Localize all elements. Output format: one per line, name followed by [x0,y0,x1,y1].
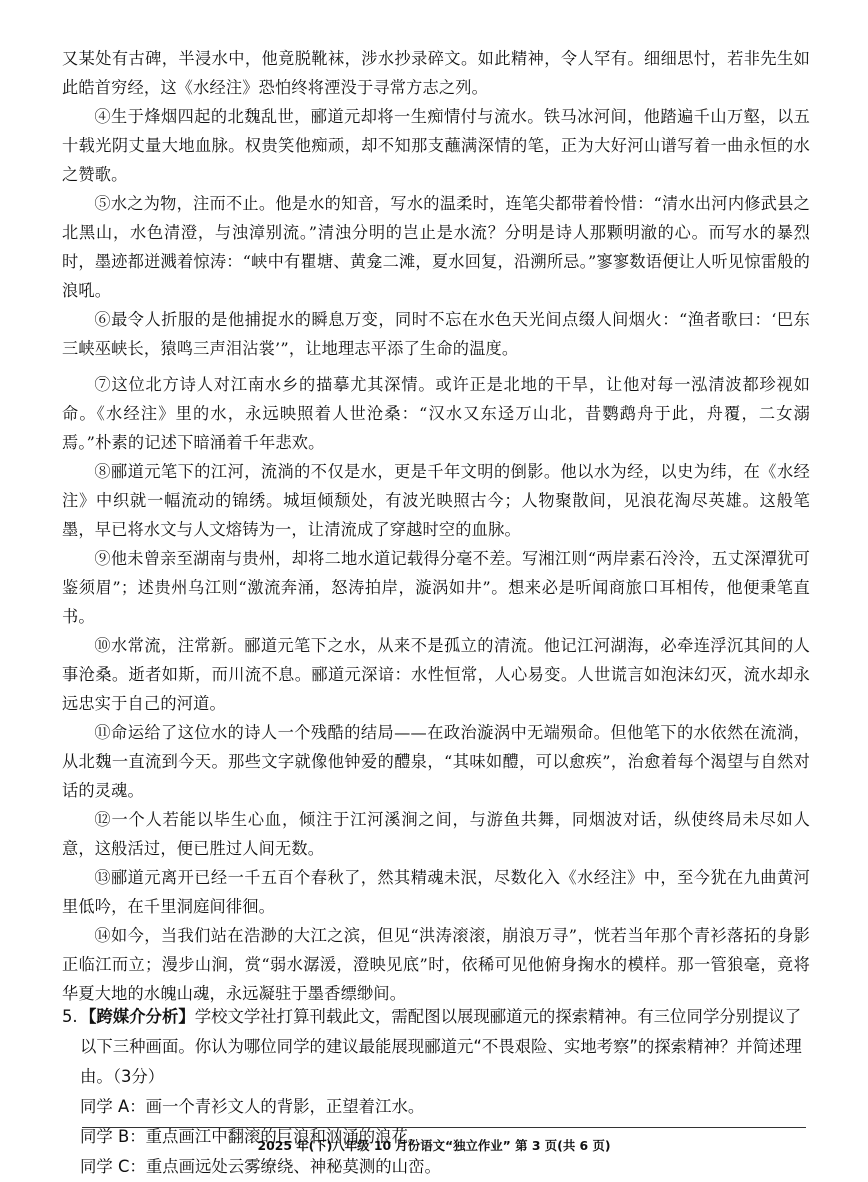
question-stem-block [62,1002,810,1092]
option-c: 同学 C：重点画远处云雾缭绕、神秘莫测的山峦。 [80,1157,441,1176]
footer-divider [82,1127,806,1128]
paragraph-14: ⑭如今，当我们站在浩渺的大江之滨，但见“洪涛滚滚，崩浪万寻”，恍若当年那个青衫落拓的身影正临江而立；漫步山涧，赏“弱水潺湲，澄映见底”时，依稀可见他俯身掬水的模样。那一管狼毫，竟将华夏大地的水魄山魂，永远凝驻于墨香缥缈间。 [62,926,810,1004]
question-number: 5. [62,1007,78,1026]
paragraph-7: ⑦这位北方诗人对江南水乡的描摹尤其深情。或许正是北地的干旱，让他对每一泓清波都珍视如命。《水经注》里的水，永远映照着人世沧桑：“汉水又东迳万山北，昔鹦鹉舟于此，舟覆，二女溺焉。”朴素的记述下暗涌着千年悲欢。 [62,375,810,453]
paragraph-13: ⑬郦道元离开已经一千五百个春秋了，然其精魂未泯，尽数化入《水经注》中，至今犹在九曲黄河里低吟，在千里洞庭间徘徊。 [62,868,810,917]
question-tag: 【跨媒介分析】 [80,1007,195,1026]
paragraph-8: ⑧郦道元笔下的江河，流淌的不仅是水，更是千年文明的倒影。他以水为经，以史为纬，在《水经注》中织就一幅流动的锦绣。城垣倾颓处，有波光映照古今；人物聚散间，见浪花淘尽英雄。这般笔墨，早已将水文与人文熔铸为一，让清流成了穿越时空的血脉。 [62,462,810,540]
question-stem: 学校文学社打算刊载此文，需配图以展现郦道元的探索精神。有三位同学分别提议了以下三种画面。你认为哪位同学的建议最能展现郦道元“不畏艰险、实地考察”的探索精神？并简述理由。（3分） [80,1007,802,1086]
paragraph-continued: 又某处有古碑，半浸水中，他竟脱靴袜，涉水抄录碎文。如此精神，令人罕有。细细思忖，若非先生如此皓首穷经，这《水经注》恐怕终将湮没于寻常方志之列。 [62,49,810,98]
option-b: 同学 B：重点画江中翻滚的巨浪和汹涌的浪花。 [80,1127,425,1146]
option-a: 同学 A：画一个青衫文人的背影，正望着江水。 [80,1097,425,1116]
paragraph-11: ⑪命运给了这位水的诗人一个残酷的结局——在政治漩涡中无端殒命。但他笔下的水依然在流淌，从北魏一直流到今天。那些文字就像他钟爱的醴泉，“其味如醴，可以愈疾”，治愈着每个渴望与自然对话的灵魂。 [62,723,810,801]
page-footer: 2025 年(下)八年级 10 月份语文“独立作业” 第 3 页(共 6 页) [257,1138,611,1153]
paragraph-10: ⑩水常流，注常新。郦道元笔下之水，从来不是孤立的清流。他记江河湖海，必牵连浮沉其间的人事沧桑。逝者如斯，而川流不息。郦道元深谙：水性恒常，人心易变。人世谎言如泡沫幻灭，流水却永远忠实于自己的河道。 [62,636,810,714]
paragraph-4: ④生于烽烟四起的北魏乱世，郦道元却将一生痴情付与流水。铁马冰河间，他踏遍千山万壑，以五十载光阴丈量大地血脉。权贵笑他痴顽，却不知那支蘸满深情的笔，正为大好河山谱写着一曲永恒的水之赞歌。 [62,107,810,185]
paragraph-5: ⑤水之为物，注而不止。他是水的知音，写水的温柔时，连笔尖都带着怜惜：“清水出河内修武县之北黑山，水色清澄，与浊漳别流。”清浊分明的岂止是水流？分明是诗人那颗明澈的心。而写水的暴烈时，墨迹都迸溅着惊涛：“峡中有瞿塘、黄龛二滩，夏水回复，沿溯所忌。”寥寥数语便让人听见惊雷般的浪吼。 [62,194,810,301]
paragraph-12: ⑫一个人若能以毕生心血，倾注于江河溪涧之间，与游鱼共舞，同烟波对话，纵使终局未尽如人意，这般活过，便已胜过人间无数。 [62,810,810,859]
question-5 [62,1002,810,1182]
paragraph-6: ⑥最令人折服的是他捕捉水的瞬息万变，同时不忘在水色天光间点缀人间烟火：“渔者歌曰：‘巴东三峡巫峡长，猿鸣三声泪沾裳’”，让地理志平添了生命的温度。 [62,310,810,359]
paragraph-9: ⑨他未曾亲至湖南与贵州，却将二地水道记载得分毫不差。写湘江则“两岸素石泠泠，五丈深潭犹可鉴须眉”；述贵州乌江则“激流奔涌，怒涛拍岸，漩涡如井”。想来必是听闻商旅口耳相传，他便秉笔直书。 [62,549,810,627]
